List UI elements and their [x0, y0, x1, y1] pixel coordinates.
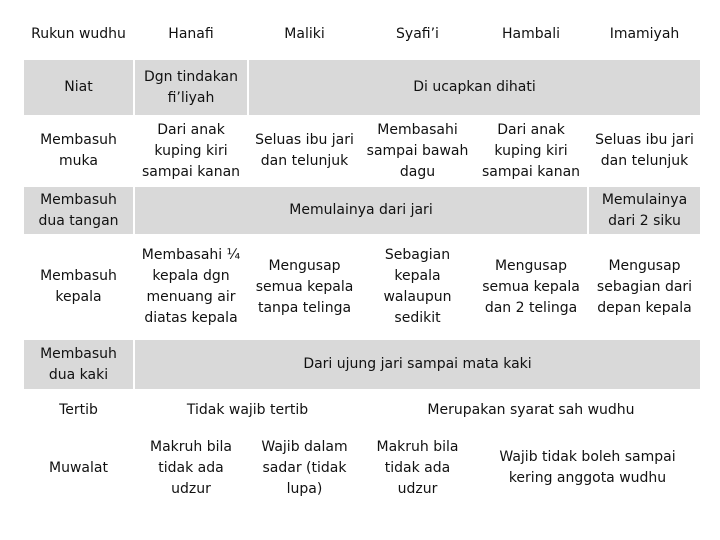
- header-row: [23, 9, 701, 59]
- table-cell: Memulainya dari 2 siku: [588, 186, 701, 235]
- row-label: Membasuh dua tangan: [23, 186, 134, 235]
- table-cell: Makruh bila tidak ada udzur: [134, 430, 248, 506]
- row-label: Niat: [23, 59, 134, 116]
- table-cell: Wajib dalam sadar (tidak lupa): [248, 430, 361, 506]
- table-cell: Membasahi ¼ kepala dgn menuang air diatas kepala: [134, 235, 248, 339]
- table-cell: Mengusap sebagian dari depan kepala: [588, 235, 701, 339]
- table-cell: Seluas ibu jari dan telunjuk: [248, 116, 361, 186]
- table-cell: Sebagian kepala walaupun sedikit: [361, 235, 474, 339]
- table-cell: Wajib tidak boleh sampai kering anggota wudhu: [474, 430, 701, 506]
- header-hanafi: Hanafi: [134, 9, 248, 59]
- madhhab-comparison-table: [22, 8, 702, 507]
- table-cell: Makruh bila tidak ada udzur: [361, 430, 474, 506]
- table-cell: Merupakan syarat sah wudhu: [361, 390, 701, 430]
- table-cell: Dgn tindakan fi’liyah: [134, 59, 248, 116]
- header-maliki: Maliki: [248, 9, 361, 59]
- row-membasuh-muka: [23, 116, 701, 186]
- table-cell: Di ucapkan dihati: [248, 59, 701, 116]
- header-rukun: Rukun wudhu: [23, 9, 134, 59]
- row-membasuh-kaki: [23, 339, 701, 390]
- row-label: Muwalat: [23, 430, 134, 506]
- row-label: Membasuh dua kaki: [23, 339, 134, 390]
- table-cell: Dari anak kuping kiri sampai kanan: [474, 116, 588, 186]
- table-cell: Dari ujung jari sampai mata kaki: [134, 339, 701, 390]
- header-syafii: Syafi’i: [361, 9, 474, 59]
- row-label: Membasuh kepala: [23, 235, 134, 339]
- table-cell: Seluas ibu jari dan telunjuk: [588, 116, 701, 186]
- table-cell: Mengusap semua kepala dan 2 telinga: [474, 235, 588, 339]
- row-tertib: [23, 390, 701, 430]
- row-membasuh-kepala: [23, 235, 701, 339]
- table-cell: Dari anak kuping kiri sampai kanan: [134, 116, 248, 186]
- table-cell: Membasahi sampai bawah dagu: [361, 116, 474, 186]
- header-imamiyah: Imamiyah: [588, 9, 701, 59]
- table-cell: Tidak wajib tertib: [134, 390, 361, 430]
- row-label: Membasuh muka: [23, 116, 134, 186]
- row-label: Tertib: [23, 390, 134, 430]
- row-niat: [23, 59, 701, 116]
- table-cell: Mengusap semua kepala tanpa telinga: [248, 235, 361, 339]
- row-muwalat: [23, 430, 701, 506]
- table-cell: Memulainya dari jari: [134, 186, 588, 235]
- row-membasuh-tangan: [23, 186, 701, 235]
- header-hambali: Hambali: [474, 9, 588, 59]
